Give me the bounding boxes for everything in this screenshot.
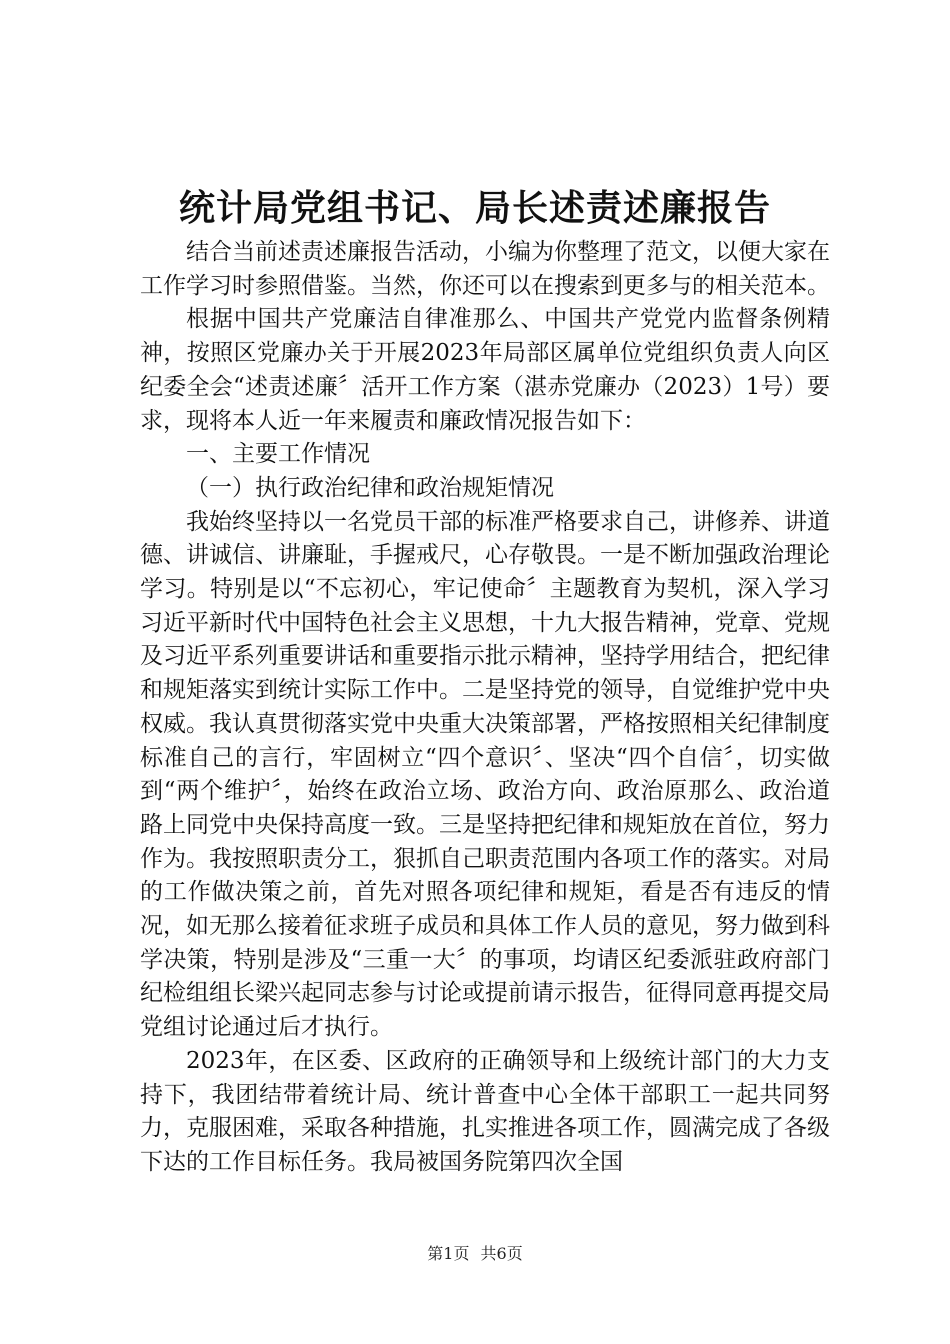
- subsection-heading: （一）执行政治纪律和政治规矩情况: [186, 474, 554, 501]
- paragraph-discipline: 我始终坚持以一名党员干部的标准严格要求自己，讲修养、讲道德、讲诚信、讲廉耻，手握戒尺，心存敬畏。一是不断加强政治理论学习。特别是以“不忘初心，牢记使命〞主题教育为契机，深入学习习近平新时代中国特色社会主义思想，十九大报告精神，党章、党规及习近平系列重要讲话和重要指示批示精神，坚持学用结合，把纪律和规矩落实到统计实际工作中。二是坚持党的领导，自觉维护党中央权威。我认真贯彻落实党中央重大决策部署，严格按照相关纪律制度标准自己的言行，牢固树立“四个意识〞、坚决“四个自信〞，切实做到“两个维护〞，始终在政治立场、政治方向、政治原那么、政治道路上同党中央保持高度一致。三是坚持把纪律和规矩放在首位，努力作为。我按照职责分工，狠抓自己职责范围内各项工作的落实。对局的工作做决策之前，首先对照各项纪律和规矩，看是否有违反的情况，如无那么接着征求班子成员和具体工作人员的意见，努力做到科学决策，特别是涉及“三重一大〞的事项，均请区纪委派驻政府部门纪检组组长梁兴起同志参与讨论或提前请示报告，征得同意再提交局党组讨论通过后才执行。: [140, 508, 830, 1041]
- page-total: 共6页: [480, 1244, 523, 1263]
- paragraph-2023: 2023年，在区委、区政府的正确领导和上级统计部门的大力支持下，我团结带着统计局、统计普查中心全体干部职工一起共同努力，克服困难，采取各种措施，扎实推进各项工作，圆满完成了各级下达的工作目标任务。我局被国务院第四次全国: [140, 1047, 830, 1175]
- page-footer: [0, 1243, 950, 1265]
- section-heading: 一、主要工作情况: [186, 441, 370, 468]
- page-number: 第1页: [427, 1244, 470, 1263]
- paragraph-basis: 根据中国共产党廉洁自律准那么、中国共产党党内监督条例精神，按照区党廉办关于开展2023年局部区属单位党组织负责人向区纪委全会“述责述廉〞活开工作方案（湛赤党廉办（2023）1号）要求，现将本人近一年来履责和廉政情况报告如下：: [140, 306, 830, 434]
- document-body: [140, 236, 830, 1180]
- document-title: 统计局党组书记、局长述责述廉报告: [178, 187, 771, 229]
- paragraph-intro: 结合当前述责述廉报告活动，小编为你整理了范文，以便大家在工作学习时参照借鉴。当然，你还可以在搜索到更多与的相关范本。: [140, 239, 830, 299]
